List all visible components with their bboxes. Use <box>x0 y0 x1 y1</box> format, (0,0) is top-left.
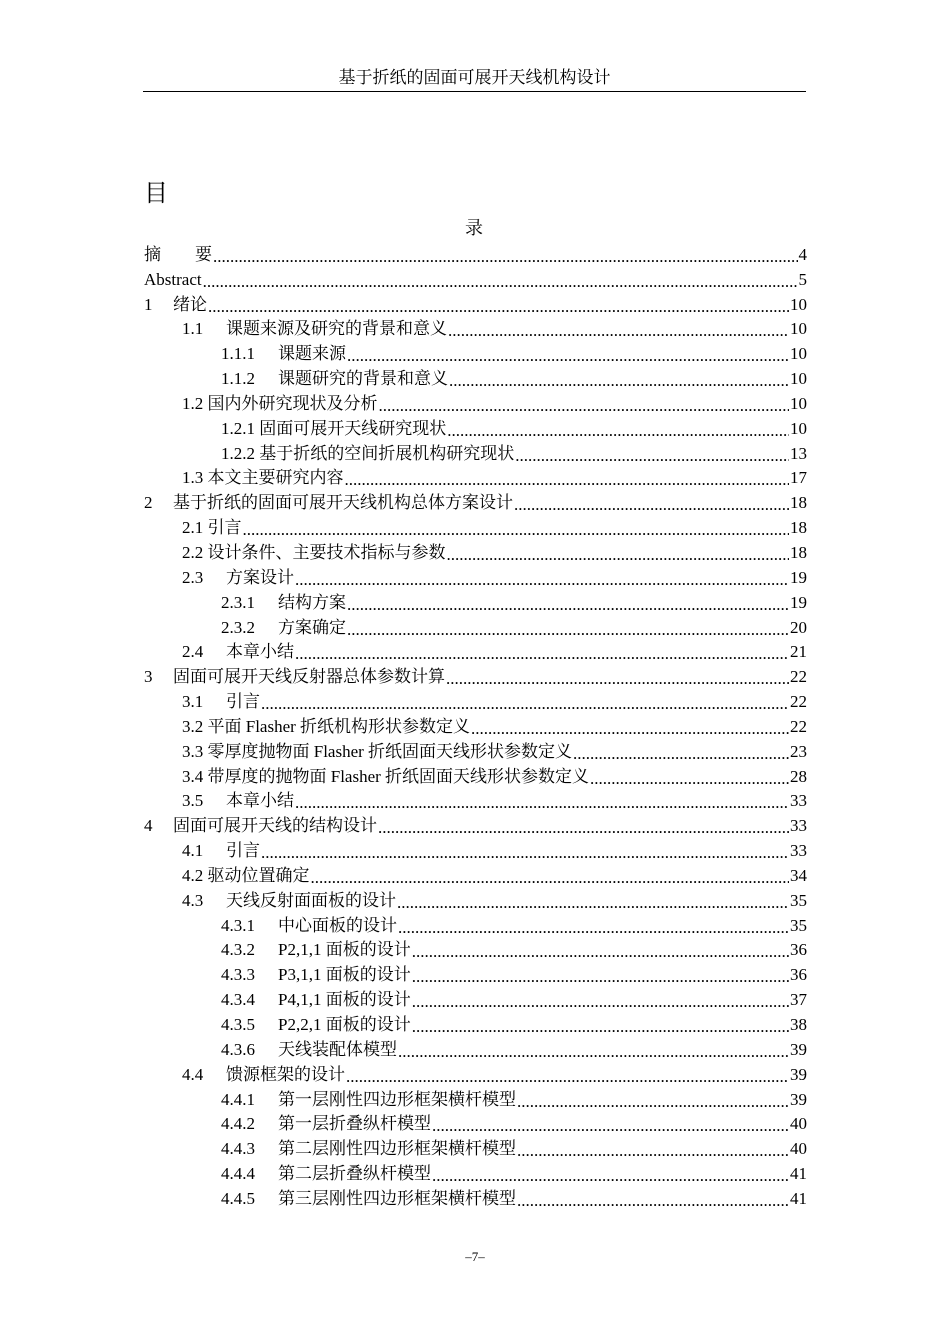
toc-dot-leader <box>345 467 790 489</box>
toc-entry-page: 41 <box>790 1188 807 1208</box>
toc-dot-leader <box>447 542 790 564</box>
toc-entry-page: 10 <box>790 369 807 389</box>
toc-entry-title: 课题来源 <box>278 344 346 364</box>
toc-entry-page: 10 <box>790 294 807 314</box>
toc-entry-title: 第二层刚性四边形框架横杆模型 <box>278 1139 516 1159</box>
toc-entry[interactable] <box>144 539 807 564</box>
toc-entry-page: 23 <box>790 741 807 761</box>
toc-dot-leader <box>432 1163 789 1185</box>
toc-entry-title: 1.3 本文主要研究内容 <box>182 468 344 488</box>
toc-entry[interactable] <box>144 1011 807 1036</box>
toc-entry[interactable] <box>144 1061 807 1086</box>
toc-entry[interactable] <box>144 340 807 365</box>
toc-dot-leader <box>295 790 789 812</box>
toc-entry-title: 引言 <box>226 692 260 712</box>
toc-entry-page: 36 <box>790 965 807 985</box>
toc-dot-leader <box>517 1188 789 1210</box>
toc-entry-number: 2.4 <box>182 642 204 662</box>
toc-entry-title: 2.2 设计条件、主要技术指标与参数 <box>182 542 446 562</box>
toc-entry[interactable] <box>144 514 807 539</box>
toc-entry-title: 结构方案 <box>278 592 346 612</box>
toc-entry[interactable] <box>144 887 807 912</box>
toc-entry-number: 4.4.1 <box>221 1089 255 1109</box>
toc-entry[interactable] <box>144 788 807 813</box>
toc-entry-title: 4.2 驱动位置确定 <box>182 865 310 885</box>
toc-entry-title: 馈源框架的设计 <box>226 1064 345 1084</box>
toc-dot-leader <box>243 517 790 539</box>
toc-entry-number: 4.3.2 <box>221 940 255 960</box>
toc-entry[interactable] <box>144 812 807 837</box>
toc-entry-number: 1 <box>144 294 153 314</box>
toc-dot-leader <box>449 368 789 390</box>
toc-entry-page: 5 <box>798 269 807 289</box>
toc-dot-leader <box>471 716 789 738</box>
toc-entry-page: 18 <box>790 518 807 538</box>
toc-entry-page: 10 <box>790 319 807 339</box>
toc-dot-leader <box>379 393 790 415</box>
toc-entry[interactable] <box>144 589 807 614</box>
toc-entry-number: 4.3.3 <box>221 965 255 985</box>
toc-entry[interactable] <box>144 1086 807 1111</box>
toc-entry-title: 2.1 引言 <box>182 518 242 538</box>
toc-entry-number: 1.1.2 <box>221 369 255 389</box>
toc-entry-title: P3,1,1 面板的设计 <box>278 965 411 985</box>
toc-entry-title: 3.4 带厚度的抛物面 Flasher 折纸固面天线形状参数定义 <box>182 766 590 786</box>
toc-entry-page: 41 <box>790 1164 807 1184</box>
toc-entry-page: 33 <box>790 791 807 811</box>
toc-entry-number: 3.1 <box>182 692 204 712</box>
toc-entry-number: 2.3.2 <box>221 617 255 637</box>
toc-entry[interactable] <box>144 986 807 1011</box>
toc-entry-page: 39 <box>790 1064 807 1084</box>
toc-entry[interactable] <box>144 1135 807 1160</box>
toc-dot-leader <box>398 1039 789 1061</box>
toc-dot-leader <box>261 691 789 713</box>
toc-entry-page: 18 <box>790 493 807 513</box>
toc-entry-page: 10 <box>790 418 807 438</box>
toc-entry-title: 摘 要 <box>144 244 212 264</box>
toc-entry-page: 35 <box>790 890 807 910</box>
toc-dot-leader <box>412 1014 789 1036</box>
toc-entry-title: 课题来源及研究的背景和意义 <box>226 319 447 339</box>
toc-entry[interactable] <box>144 390 807 415</box>
toc-entry-title: 固面可展开天线反射器总体参数计算 <box>173 667 445 687</box>
table-of-contents <box>144 241 807 1210</box>
toc-entry-number: 4.4.5 <box>221 1188 255 1208</box>
toc-entry-page: 33 <box>790 841 807 861</box>
toc-dot-leader <box>203 269 798 291</box>
toc-entry[interactable] <box>144 688 807 713</box>
toc-entry-page: 36 <box>790 940 807 960</box>
toc-entry-number: 4.4.2 <box>221 1114 255 1134</box>
toc-dot-leader <box>590 766 789 788</box>
toc-entry-page: 19 <box>790 592 807 612</box>
toc-entry-page: 39 <box>790 1089 807 1109</box>
toc-entry[interactable] <box>144 837 807 862</box>
toc-entry[interactable] <box>144 415 807 440</box>
toc-dot-leader <box>573 741 789 763</box>
toc-dot-leader <box>347 617 789 639</box>
running-header-title: 基于折纸的固面可展开天线机构设计 <box>338 68 611 87</box>
toc-entry-title: 引言 <box>226 841 260 861</box>
toc-entry[interactable] <box>144 961 807 986</box>
toc-entry-title: 3.3 零厚度抛物面 Flasher 折纸固面天线形状参数定义 <box>182 741 573 761</box>
toc-dot-leader <box>295 641 789 663</box>
toc-entry-number: 1.1.1 <box>221 344 255 364</box>
toc-dot-leader <box>347 343 789 365</box>
toc-heading-part2: 录 <box>465 218 483 238</box>
toc-entry-title: 基于折纸的固面可展开天线机构总体方案设计 <box>173 493 513 513</box>
toc-entry-number: 4.3.1 <box>221 915 255 935</box>
toc-entry-page: 19 <box>790 567 807 587</box>
toc-entry-page: 40 <box>790 1139 807 1159</box>
toc-entry-title: 固面可展开天线的结构设计 <box>173 816 377 836</box>
toc-entry-title: 天线装配体模型 <box>278 1039 397 1059</box>
toc-dot-leader <box>446 666 789 688</box>
toc-entry-page: 40 <box>790 1114 807 1134</box>
toc-dot-leader <box>295 567 789 589</box>
toc-dot-leader <box>517 1089 789 1111</box>
toc-entry-title: 绪论 <box>173 294 207 314</box>
toc-entry-page: 38 <box>790 1015 807 1034</box>
toc-entry-page: 21 <box>790 642 807 662</box>
toc-entry-page: 22 <box>790 716 807 736</box>
toc-dot-leader <box>412 964 789 986</box>
toc-entry[interactable] <box>144 266 807 291</box>
toc-dot-leader <box>397 890 789 912</box>
toc-entry-title: 3.2 平面 Flasher 折纸机构形状参数定义 <box>182 716 471 736</box>
toc-dot-leader <box>412 989 789 1011</box>
toc-entry-page: 34 <box>790 865 807 885</box>
toc-entry-title: 第一层刚性四边形框架横杆模型 <box>278 1089 516 1109</box>
toc-dot-leader <box>346 1064 789 1086</box>
toc-entry-page: 33 <box>790 816 807 836</box>
toc-entry[interactable] <box>144 937 807 962</box>
toc-entry[interactable] <box>144 1185 807 1210</box>
toc-entry[interactable] <box>144 614 807 639</box>
toc-entry-title: 本章小结 <box>226 791 294 811</box>
toc-entry-number: 4.3.6 <box>221 1039 255 1059</box>
toc-entry-page: 20 <box>790 617 807 637</box>
page-number: –7– <box>465 1249 485 1264</box>
toc-entry-title: 中心面板的设计 <box>278 915 397 935</box>
toc-dot-leader <box>514 492 789 514</box>
toc-entry[interactable] <box>144 440 807 465</box>
toc-entry[interactable] <box>144 1111 807 1136</box>
toc-dot-leader <box>517 1138 789 1160</box>
toc-entry-number: 4.4.4 <box>221 1164 255 1184</box>
toc-entry[interactable] <box>144 564 807 589</box>
toc-entry-page: 22 <box>790 667 807 687</box>
toc-entry-title: Abstract <box>144 269 202 289</box>
toc-dot-leader <box>213 244 798 266</box>
toc-entry-title: P4,1,1 面板的设计 <box>278 990 411 1010</box>
toc-entry-page: 18 <box>790 542 807 562</box>
toc-entry[interactable] <box>144 241 807 266</box>
toc-entry-page: 10 <box>790 344 807 364</box>
toc-entry-number: 4 <box>144 816 153 836</box>
toc-entry-number: 1.1 <box>182 319 204 339</box>
toc-entry-page: 35 <box>790 915 807 935</box>
toc-dot-leader <box>432 1113 789 1135</box>
toc-entry-page: 22 <box>790 692 807 712</box>
toc-entry[interactable] <box>144 1036 807 1061</box>
toc-entry[interactable] <box>144 291 807 316</box>
toc-entry-page: 39 <box>790 1039 807 1059</box>
toc-entry[interactable] <box>144 663 807 688</box>
toc-entry[interactable] <box>144 316 807 341</box>
toc-entry[interactable] <box>144 489 807 514</box>
toc-dot-leader <box>448 318 789 340</box>
toc-entry[interactable] <box>144 639 807 664</box>
toc-entry-number: 4.4 <box>182 1064 204 1084</box>
toc-entry-number: 4.3 <box>182 890 204 910</box>
toc-entry-title: 1.2 国内外研究现状及分析 <box>182 393 378 413</box>
toc-entry-page: 17 <box>790 468 807 488</box>
toc-entry-title: 天线反射面面板的设计 <box>226 890 396 910</box>
toc-entry[interactable] <box>144 1160 807 1185</box>
toc-entry-number: 3 <box>144 667 153 687</box>
toc-entry-title: P2,2,1 面板的设计 <box>278 1015 411 1034</box>
toc-entry-title: 1.2.2 基于折纸的空间折展机构研究现状 <box>221 443 515 463</box>
toc-entry[interactable] <box>144 912 807 937</box>
toc-dot-leader <box>347 592 789 614</box>
toc-entry[interactable] <box>144 465 807 490</box>
toc-entry-title: 第一层折叠纵杆模型 <box>278 1114 431 1134</box>
toc-entry-page: 13 <box>790 443 807 463</box>
toc-entry-title: 第二层折叠纵杆模型 <box>278 1164 431 1184</box>
toc-entry-number: 3.5 <box>182 791 204 811</box>
toc-dot-leader <box>515 443 789 465</box>
toc-dot-leader <box>311 865 790 887</box>
toc-entry-page: 4 <box>798 244 807 264</box>
toc-dot-leader <box>398 915 789 937</box>
toc-entry-title: 方案确定 <box>278 617 346 637</box>
toc-entry-title: 方案设计 <box>226 567 294 587</box>
toc-entry-number: 2.3.1 <box>221 592 255 612</box>
toc-entry-number: 4.4.3 <box>221 1139 255 1159</box>
toc-entry-title: 1.2.1 固面可展开天线研究现状 <box>221 418 447 438</box>
toc-entry-title: 课题研究的背景和意义 <box>278 369 448 389</box>
toc-entry[interactable] <box>144 862 807 887</box>
toc-heading-part1: 目 <box>144 179 168 207</box>
toc-entry-number: 2.3 <box>182 567 204 587</box>
header-rule <box>143 91 806 92</box>
toc-entry-number: 4.1 <box>182 841 204 861</box>
toc-entry[interactable] <box>144 763 807 788</box>
toc-dot-leader <box>447 418 789 440</box>
toc-entry-page: 10 <box>790 393 807 413</box>
toc-entry-title: 本章小结 <box>226 642 294 662</box>
toc-dot-leader <box>208 294 789 316</box>
toc-dot-leader <box>378 815 789 837</box>
toc-dot-leader <box>261 840 789 862</box>
toc-entry-title: P2,1,1 面板的设计 <box>278 940 411 960</box>
toc-entry-title: 第三层刚性四边形框架横杆模型 <box>278 1188 516 1208</box>
toc-entry-number: 4.3.4 <box>221 990 255 1010</box>
toc-entry[interactable] <box>144 365 807 390</box>
toc-entry-number: 2 <box>144 493 153 513</box>
toc-entry-number: 4.3.5 <box>221 1015 255 1034</box>
toc-dot-leader <box>412 939 789 961</box>
toc-entry-page: 28 <box>790 766 807 786</box>
toc-entry[interactable] <box>144 738 807 763</box>
toc-entry-page: 37 <box>790 990 807 1010</box>
toc-entry[interactable] <box>144 713 807 738</box>
